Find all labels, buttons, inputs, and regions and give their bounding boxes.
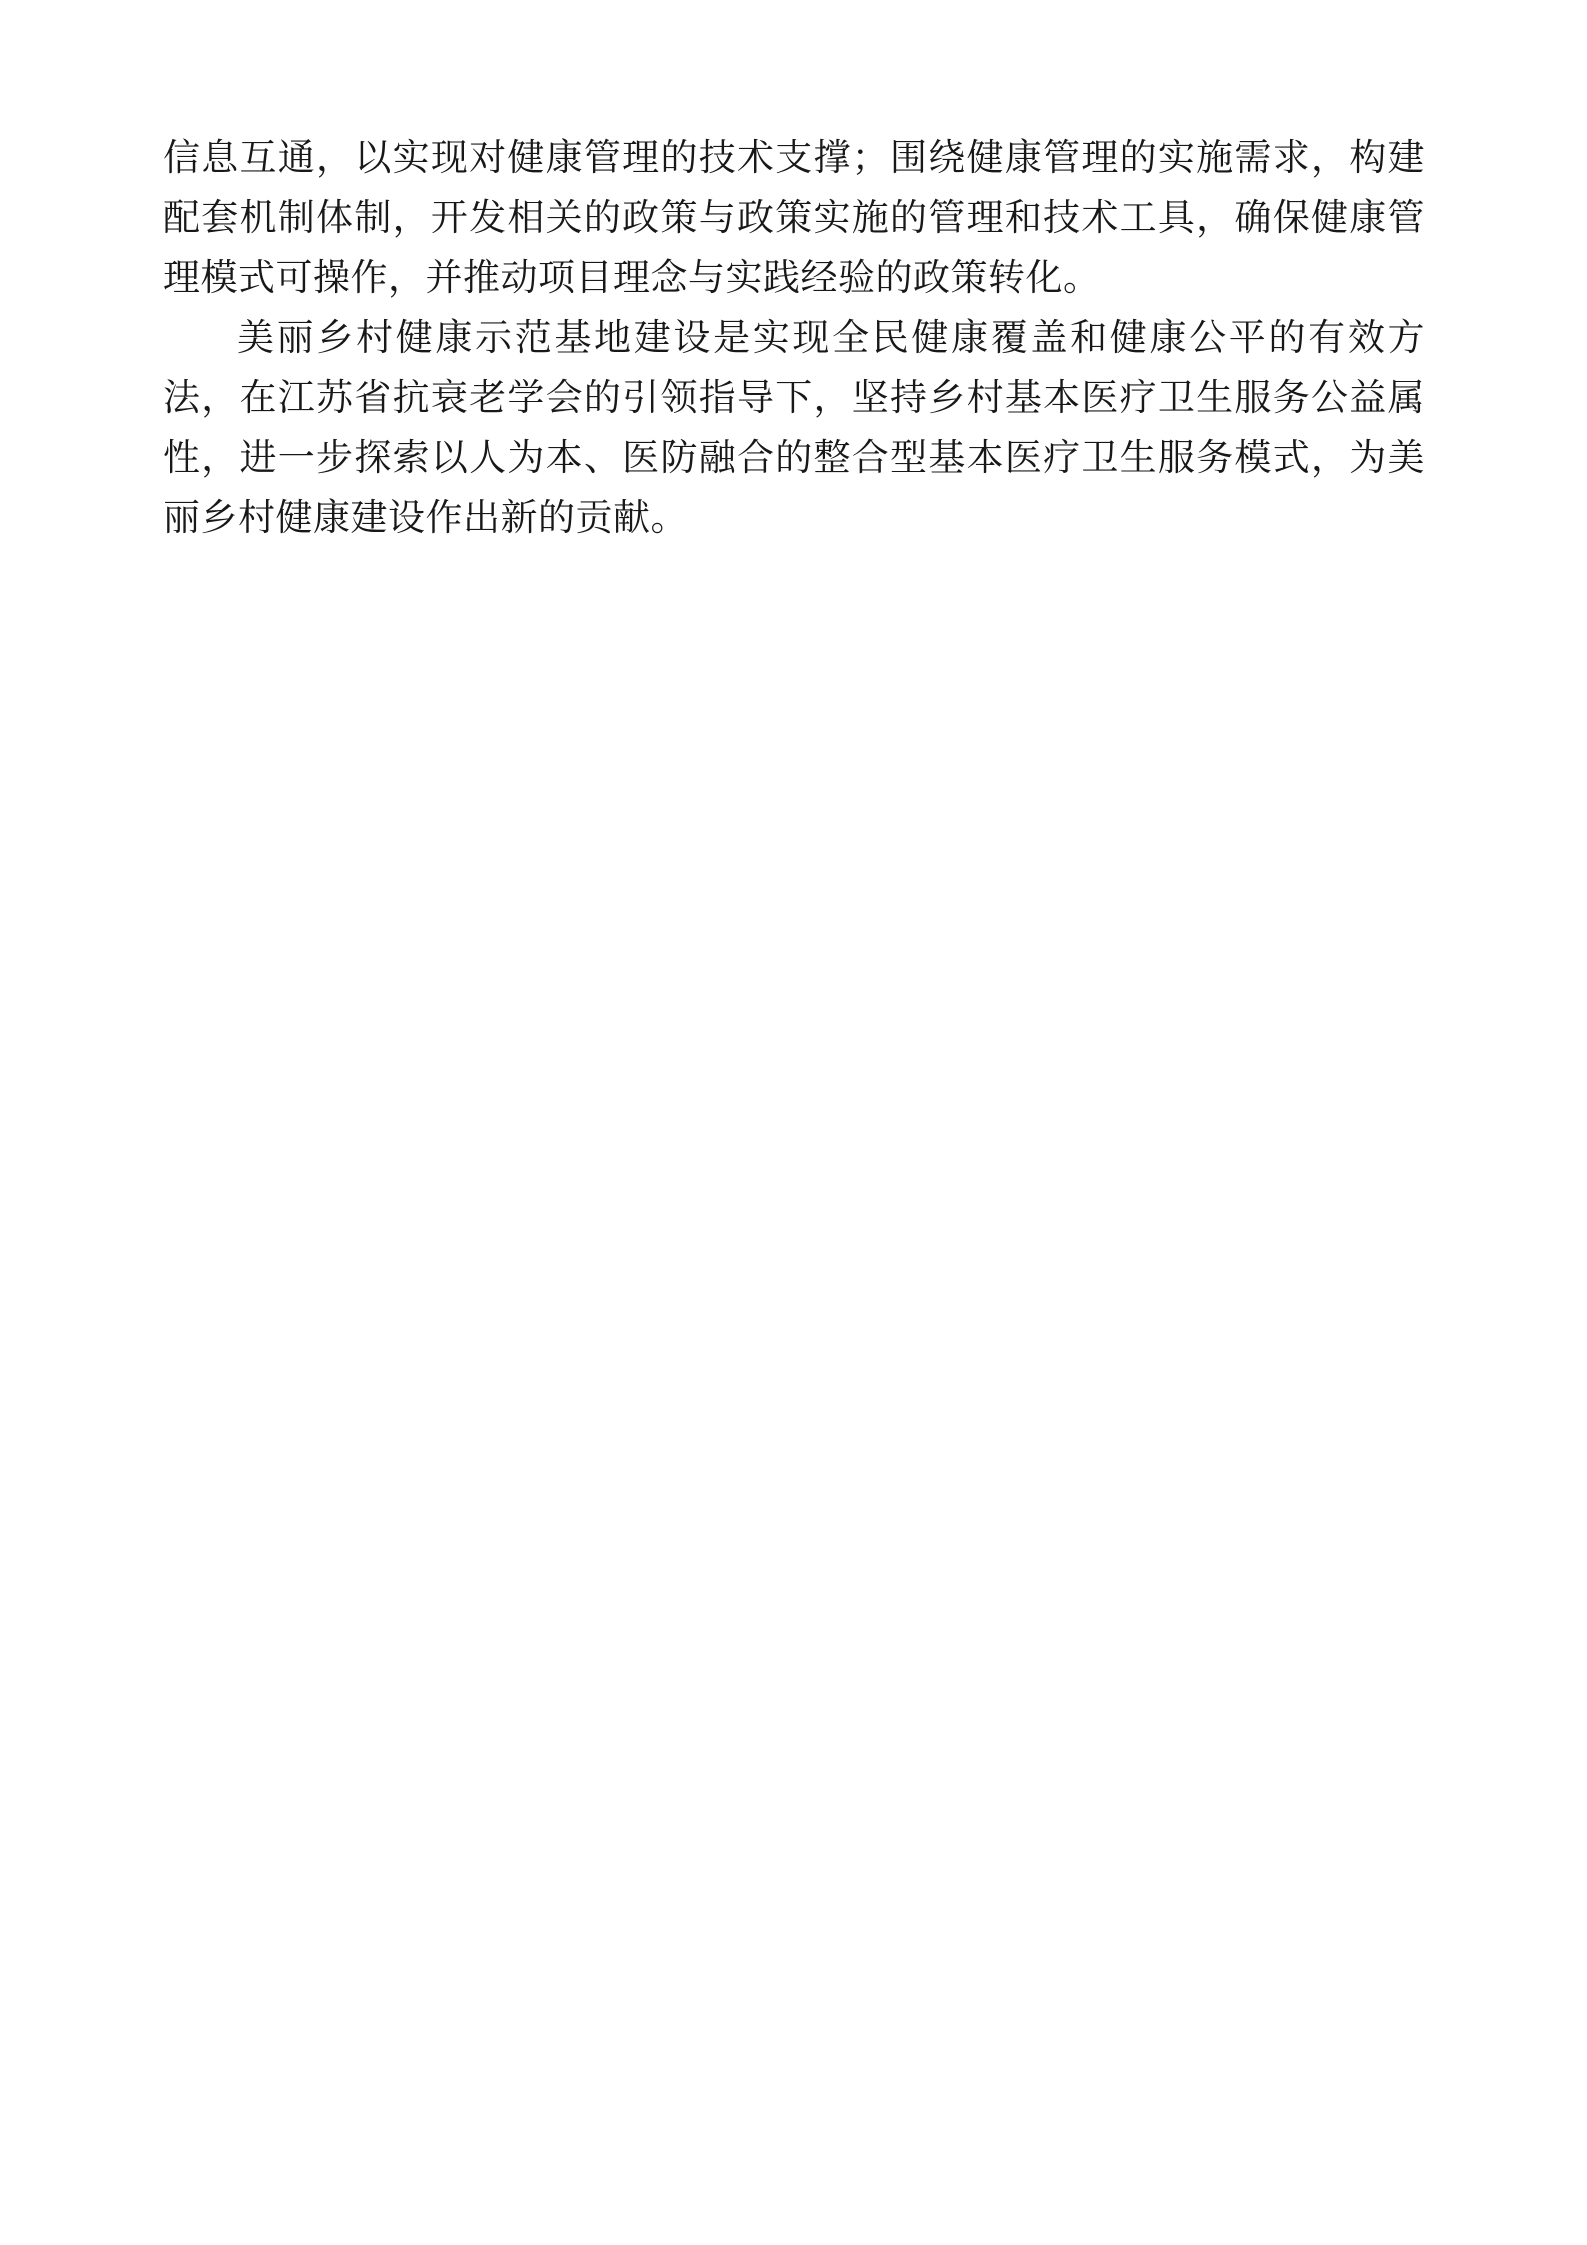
paragraph-1: 信息互通，以实现对健康管理的技术支撑；围绕健康管理的实施需求，构建配套机制体制，开发相关的政策与政策实施的管理和技术工具，确保健康管理模式可操作，并推动项目理念与实践经验的政策转化。 <box>163 136 1425 299</box>
document-text-body <box>163 128 1425 548</box>
paragraph-2: 美丽乡村健康示范基地建设是实现全民健康覆盖和健康公平的有效方法，在江苏省抗衰老学会的引领指导下，坚持乡村基本医疗卫生服务公益属性，进一步探索以人为本、医防融合的整合型基本医疗卫生服务模式，为美丽乡村健康建设作出新的贡献。 <box>163 316 1425 539</box>
